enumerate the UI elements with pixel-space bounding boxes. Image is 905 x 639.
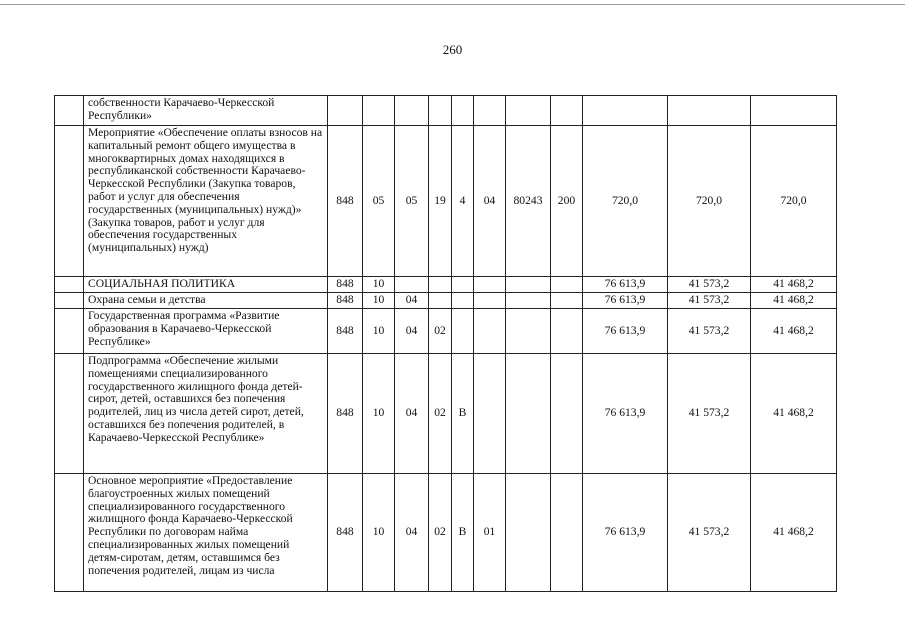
amount-cell: 41 573,2	[668, 474, 751, 592]
code-cell	[506, 277, 551, 293]
code-cell: 10	[363, 354, 395, 474]
code-cell: 848	[328, 309, 363, 354]
code-cell	[551, 474, 583, 592]
code-cell: 04	[395, 474, 429, 592]
amount-cell: 720,0	[583, 126, 668, 277]
amount-cell: 41 468,2	[751, 354, 837, 474]
code-cell	[551, 293, 583, 309]
code-cell: 05	[363, 126, 395, 277]
row-name: Мероприятие «Обеспечение оплаты взносов на капитальный ремонт общего имущества в многоквартирных домах находящихся в республиканской собственности Карачаево-Черкесской Республики (Закупка товаров, работ и услуг для обеспечения государственных (муниципальных) нужд)» (Закупка товаров, работ и услуг для обеспечения государственных (муниципальных) нужд)	[84, 126, 328, 277]
table-row	[55, 293, 837, 309]
table-row	[55, 474, 837, 592]
amount-cell: 41 468,2	[751, 309, 837, 354]
code-cell: 10	[363, 474, 395, 592]
amount-cell: 41 573,2	[668, 293, 751, 309]
code-cell	[474, 309, 506, 354]
row-name: Основное мероприятие «Предоставление благоустроенных жилых помещений специализированного государственного жилищного фонда Карачаево-Черкесской Республики по договорам найма специализированных жилых помещений детям-сиротам, детям, оставшимся без попечения родителей, лицам из числа	[84, 474, 328, 592]
blank-cell	[55, 126, 84, 277]
code-cell: 848	[328, 126, 363, 277]
code-cell: 04	[474, 126, 506, 277]
row-name: Государственная программа «Развитие образования в Карачаево-Черкесской Республике»	[84, 309, 328, 354]
code-cell: 19	[429, 126, 452, 277]
code-cell: В	[452, 354, 474, 474]
code-cell: 05	[395, 126, 429, 277]
code-cell: 02	[429, 354, 452, 474]
code-cell: 10	[363, 309, 395, 354]
code-cell: 02	[429, 309, 452, 354]
amount-cell: 76 613,9	[583, 309, 668, 354]
code-cell	[551, 354, 583, 474]
code-cell	[452, 96, 474, 126]
code-cell: 848	[328, 293, 363, 309]
amount-cell: 41 468,2	[751, 474, 837, 592]
amount-cell	[668, 96, 751, 126]
code-cell	[506, 293, 551, 309]
code-cell	[551, 277, 583, 293]
code-cell: 04	[395, 354, 429, 474]
code-cell	[395, 96, 429, 126]
code-cell	[474, 96, 506, 126]
row-name: Подпрограмма «Обеспечение жилыми помещениями специализированного государственного жилищного фонда детей-сирот, детей, оставшихся без попечения родителей, лиц из числа детей сирот, детей, оставшихся без попечения родителей, в Карачаево-Черкесской Республике»	[84, 354, 328, 474]
code-cell: 04	[395, 293, 429, 309]
code-cell: 10	[363, 277, 395, 293]
code-cell	[474, 277, 506, 293]
scan-top-edge-line	[0, 4, 905, 5]
code-cell	[429, 293, 452, 309]
amount-cell: 41 468,2	[751, 277, 837, 293]
amount-cell: 41 573,2	[668, 309, 751, 354]
table-row	[55, 354, 837, 474]
code-cell	[551, 96, 583, 126]
code-cell: 80243	[506, 126, 551, 277]
code-cell: 848	[328, 277, 363, 293]
blank-cell	[55, 309, 84, 354]
code-cell: 01	[474, 474, 506, 592]
blank-cell	[55, 293, 84, 309]
code-cell	[429, 96, 452, 126]
page-number: 260	[442, 42, 463, 57]
amount-cell	[583, 96, 668, 126]
code-cell	[551, 309, 583, 354]
amount-cell: 76 613,9	[583, 293, 668, 309]
row-name: собственности Карачаево-Черкесской Республики»	[84, 96, 328, 126]
budget-table	[54, 95, 837, 592]
code-cell	[452, 277, 474, 293]
amount-cell: 76 613,9	[583, 474, 668, 592]
amount-cell: 76 613,9	[583, 277, 668, 293]
code-cell	[506, 474, 551, 592]
table-row	[55, 96, 837, 126]
code-cell: 4	[452, 126, 474, 277]
amount-cell	[751, 96, 837, 126]
code-cell	[506, 96, 551, 126]
amount-cell: 41 468,2	[751, 293, 837, 309]
amount-cell: 720,0	[751, 126, 837, 277]
code-cell	[429, 277, 452, 293]
code-cell	[474, 293, 506, 309]
code-cell	[395, 277, 429, 293]
code-cell: 848	[328, 474, 363, 592]
code-cell: 848	[328, 354, 363, 474]
blank-cell	[55, 354, 84, 474]
code-cell	[363, 96, 395, 126]
code-cell	[474, 354, 506, 474]
row-name: Охрана семьи и детства	[84, 293, 328, 309]
blank-cell	[55, 96, 84, 126]
blank-cell	[55, 474, 84, 592]
amount-cell: 76 613,9	[583, 354, 668, 474]
table-row	[55, 126, 837, 277]
table-row	[55, 309, 837, 354]
code-cell: 200	[551, 126, 583, 277]
code-cell	[506, 309, 551, 354]
code-cell: 04	[395, 309, 429, 354]
table-row	[55, 277, 837, 293]
code-cell: В	[452, 474, 474, 592]
amount-cell: 41 573,2	[668, 354, 751, 474]
code-cell	[452, 309, 474, 354]
code-cell: 02	[429, 474, 452, 592]
code-cell: 10	[363, 293, 395, 309]
code-cell	[452, 293, 474, 309]
code-cell	[328, 96, 363, 126]
blank-cell	[55, 277, 84, 293]
row-name: СОЦИАЛЬНАЯ ПОЛИТИКА	[84, 277, 328, 293]
amount-cell: 41 573,2	[668, 277, 751, 293]
amount-cell: 720,0	[668, 126, 751, 277]
code-cell	[506, 354, 551, 474]
